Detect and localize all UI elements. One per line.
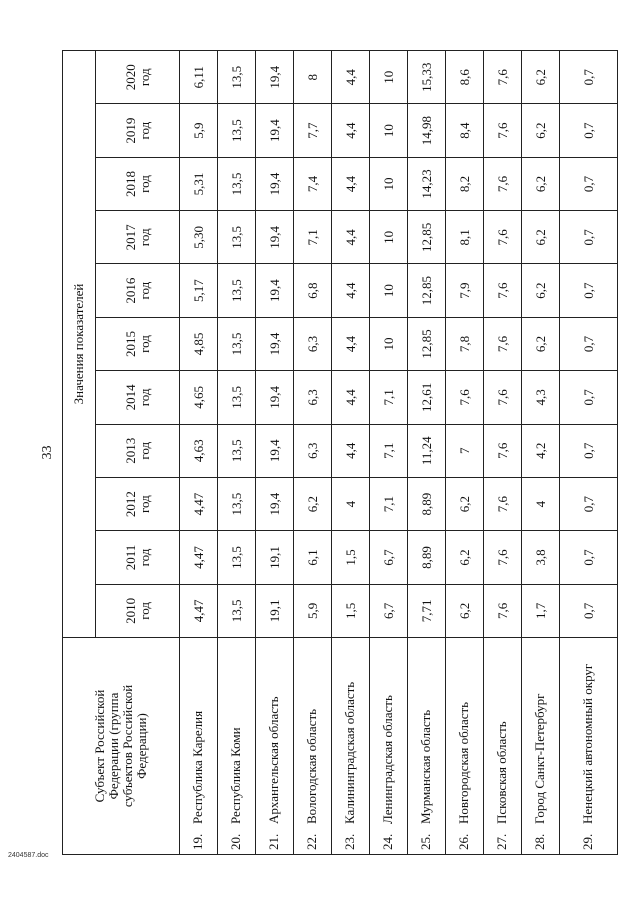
value-cell: 7,6 bbox=[484, 584, 522, 637]
value-cell: 4,63 bbox=[180, 424, 218, 477]
value-cell: 12,85 bbox=[408, 211, 446, 264]
row-number: 21. bbox=[266, 833, 282, 850]
subject-cell bbox=[522, 638, 560, 855]
value-cell: 4,4 bbox=[332, 424, 370, 477]
value-cell: 0,7 bbox=[560, 531, 618, 584]
subject-name: Псковская область bbox=[494, 721, 510, 824]
value-cell: 0,7 bbox=[560, 211, 618, 264]
subject-name: Ленинградская область bbox=[380, 695, 396, 824]
value-cell: 7 bbox=[446, 424, 484, 477]
value-cell: 19,4 bbox=[256, 51, 294, 104]
value-cell: 7,9 bbox=[446, 264, 484, 317]
value-cell: 7,1 bbox=[294, 211, 332, 264]
value-cell: 7,6 bbox=[484, 477, 522, 530]
value-cell: 19,4 bbox=[256, 104, 294, 157]
subject-cell bbox=[446, 638, 484, 855]
value-cell: 4,47 bbox=[180, 477, 218, 530]
year-header: 2012 год bbox=[96, 477, 180, 530]
value-cell: 4,4 bbox=[332, 317, 370, 370]
subject-cell bbox=[408, 638, 446, 855]
table-row bbox=[256, 51, 294, 855]
value-cell: 7,1 bbox=[370, 477, 408, 530]
table-row bbox=[294, 51, 332, 855]
table-row bbox=[522, 51, 560, 855]
value-cell: 6,2 bbox=[522, 317, 560, 370]
value-cell: 19,4 bbox=[256, 211, 294, 264]
value-cell: 4,3 bbox=[522, 371, 560, 424]
value-cell: 7,71 bbox=[408, 584, 446, 637]
value-cell: 0,7 bbox=[560, 104, 618, 157]
value-cell: 13,5 bbox=[218, 317, 256, 370]
table-row bbox=[446, 51, 484, 855]
value-cell: 6,2 bbox=[522, 51, 560, 104]
subject-name: Ненецкий автономный округ bbox=[580, 663, 596, 824]
value-cell: 5,31 bbox=[180, 157, 218, 210]
value-cell: 14,98 bbox=[408, 104, 446, 157]
value-cell: 6,8 bbox=[294, 264, 332, 317]
row-number: 28. bbox=[532, 833, 548, 850]
subject-name: Вологодская область bbox=[304, 708, 320, 824]
value-cell: 13,5 bbox=[218, 477, 256, 530]
value-cell: 6,3 bbox=[294, 371, 332, 424]
value-cell: 8,2 bbox=[446, 157, 484, 210]
value-cell: 7,6 bbox=[484, 531, 522, 584]
value-cell: 1,5 bbox=[332, 584, 370, 637]
value-cell: 6,2 bbox=[446, 531, 484, 584]
value-cell: 12,85 bbox=[408, 264, 446, 317]
value-cell: 8,89 bbox=[408, 477, 446, 530]
row-number: 24. bbox=[380, 833, 396, 850]
value-cell: 0,7 bbox=[560, 424, 618, 477]
value-cell: 7,4 bbox=[294, 157, 332, 210]
value-cell: 6,3 bbox=[294, 424, 332, 477]
value-cell: 6,2 bbox=[446, 477, 484, 530]
value-cell: 4,4 bbox=[332, 157, 370, 210]
value-cell: 15,33 bbox=[408, 51, 446, 104]
value-cell: 7,1 bbox=[370, 424, 408, 477]
table-row bbox=[370, 51, 408, 855]
value-cell: 12,61 bbox=[408, 371, 446, 424]
value-cell: 19,4 bbox=[256, 371, 294, 424]
value-cell: 6,7 bbox=[370, 531, 408, 584]
value-cell: 13,5 bbox=[218, 104, 256, 157]
value-cell: 13,5 bbox=[218, 157, 256, 210]
subject-cell bbox=[370, 638, 408, 855]
table-row bbox=[332, 51, 370, 855]
value-cell: 6,3 bbox=[294, 317, 332, 370]
value-cell: 7,6 bbox=[484, 157, 522, 210]
value-cell: 8 bbox=[294, 51, 332, 104]
row-number: 22. bbox=[304, 833, 320, 850]
subject-name: Калининградская область bbox=[342, 681, 358, 824]
year-header: 2016 год bbox=[96, 264, 180, 317]
value-cell: 7,7 bbox=[294, 104, 332, 157]
year-header: 2010 год bbox=[96, 584, 180, 637]
subject-cell bbox=[560, 638, 618, 855]
value-cell: 10 bbox=[370, 157, 408, 210]
value-cell: 6,1 bbox=[294, 531, 332, 584]
value-cell: 11,24 bbox=[408, 424, 446, 477]
value-cell: 6,2 bbox=[522, 211, 560, 264]
value-cell: 14,23 bbox=[408, 157, 446, 210]
value-cell: 13,5 bbox=[218, 264, 256, 317]
value-cell: 10 bbox=[370, 211, 408, 264]
subject-name: Архангельская область bbox=[266, 696, 282, 824]
value-cell: 12,85 bbox=[408, 317, 446, 370]
value-cell: 7,6 bbox=[484, 371, 522, 424]
value-cell: 7,6 bbox=[484, 264, 522, 317]
value-cell: 4,4 bbox=[332, 211, 370, 264]
value-cell: 8,4 bbox=[446, 104, 484, 157]
subject-cell bbox=[484, 638, 522, 855]
value-cell: 5,9 bbox=[294, 584, 332, 637]
value-cell: 4,2 bbox=[522, 424, 560, 477]
value-cell: 6,11 bbox=[180, 51, 218, 104]
subject-name: Республика Карелия bbox=[190, 710, 206, 824]
row-number: 26. bbox=[456, 833, 472, 850]
indicator-table bbox=[62, 50, 618, 855]
value-cell: 5,17 bbox=[180, 264, 218, 317]
value-cell: 0,7 bbox=[560, 477, 618, 530]
value-cell: 7,6 bbox=[484, 211, 522, 264]
value-cell: 0,7 bbox=[560, 157, 618, 210]
value-cell: 19,4 bbox=[256, 157, 294, 210]
table-row bbox=[408, 51, 446, 855]
subject-cell bbox=[180, 638, 218, 855]
value-cell: 0,7 bbox=[560, 264, 618, 317]
value-cell: 0,7 bbox=[560, 584, 618, 637]
value-cell: 7,6 bbox=[484, 104, 522, 157]
value-cell: 1,5 bbox=[332, 531, 370, 584]
value-cell: 7,6 bbox=[446, 371, 484, 424]
table-row bbox=[484, 51, 522, 855]
value-cell: 7,6 bbox=[484, 317, 522, 370]
value-cell: 5,30 bbox=[180, 211, 218, 264]
row-number: 27. bbox=[494, 833, 510, 850]
value-cell: 8,1 bbox=[446, 211, 484, 264]
value-cell: 19,1 bbox=[256, 584, 294, 637]
subject-cell bbox=[332, 638, 370, 855]
value-cell: 10 bbox=[370, 317, 408, 370]
value-cell: 4,4 bbox=[332, 104, 370, 157]
value-cell: 6,2 bbox=[522, 157, 560, 210]
table-row bbox=[180, 51, 218, 855]
subject-name: Новгородская область bbox=[456, 701, 472, 824]
value-cell: 13,5 bbox=[218, 371, 256, 424]
subject-cell bbox=[218, 638, 256, 855]
value-cell: 4 bbox=[522, 477, 560, 530]
value-cell: 6,2 bbox=[294, 477, 332, 530]
values-group-header: Значения показателей bbox=[63, 51, 96, 638]
value-cell: 6,2 bbox=[522, 104, 560, 157]
value-cell: 8,89 bbox=[408, 531, 446, 584]
value-cell: 4,85 bbox=[180, 317, 218, 370]
value-cell: 4 bbox=[332, 477, 370, 530]
value-cell: 0,7 bbox=[560, 371, 618, 424]
value-cell: 13,5 bbox=[218, 531, 256, 584]
row-number: 25. bbox=[418, 833, 434, 850]
value-cell: 13,5 bbox=[218, 211, 256, 264]
value-cell: 4,65 bbox=[180, 371, 218, 424]
year-header: 2015 год bbox=[96, 317, 180, 370]
year-header: 2019 год bbox=[96, 104, 180, 157]
value-cell: 19,4 bbox=[256, 477, 294, 530]
value-cell: 4,4 bbox=[332, 51, 370, 104]
row-number: 23. bbox=[342, 833, 358, 850]
value-cell: 13,5 bbox=[218, 51, 256, 104]
subject-cell bbox=[294, 638, 332, 855]
value-cell: 6,2 bbox=[522, 264, 560, 317]
value-cell: 5,9 bbox=[180, 104, 218, 157]
year-header: 2013 год bbox=[96, 424, 180, 477]
row-number: 19. bbox=[190, 833, 206, 850]
value-cell: 1,7 bbox=[522, 584, 560, 637]
row-number: 20. bbox=[228, 833, 244, 850]
value-cell: 6,7 bbox=[370, 584, 408, 637]
value-cell: 10 bbox=[370, 264, 408, 317]
value-cell: 10 bbox=[370, 51, 408, 104]
value-cell: 4,4 bbox=[332, 264, 370, 317]
value-cell: 19,4 bbox=[256, 317, 294, 370]
value-cell: 8,6 bbox=[446, 51, 484, 104]
value-cell: 10 bbox=[370, 104, 408, 157]
year-header: 2020 год bbox=[96, 51, 180, 104]
subject-name: Республика Коми bbox=[228, 727, 244, 824]
subject-name: Город Санкт-Петербург bbox=[532, 693, 548, 824]
value-cell: 13,5 bbox=[218, 424, 256, 477]
year-header: 2017 год bbox=[96, 211, 180, 264]
subject-column-header: Субъект Российской Федерации (группа субъектов Российской Федерации) bbox=[63, 638, 180, 855]
value-cell: 0,7 bbox=[560, 51, 618, 104]
subject-cell bbox=[256, 638, 294, 855]
value-cell: 7,1 bbox=[370, 371, 408, 424]
value-cell: 7,6 bbox=[484, 51, 522, 104]
file-mark: 2404587.doc bbox=[8, 852, 49, 859]
page-number: 33 bbox=[40, 445, 55, 460]
table-row bbox=[218, 51, 256, 855]
value-cell: 19,4 bbox=[256, 264, 294, 317]
value-cell: 13,5 bbox=[218, 584, 256, 637]
value-cell: 4,47 bbox=[180, 531, 218, 584]
subject-name: Мурманская область bbox=[418, 709, 434, 824]
value-cell: 3,8 bbox=[522, 531, 560, 584]
row-number: 29. bbox=[580, 833, 596, 850]
value-cell: 6,2 bbox=[446, 584, 484, 637]
value-cell: 19,1 bbox=[256, 531, 294, 584]
value-cell: 4,4 bbox=[332, 371, 370, 424]
value-cell: 19,4 bbox=[256, 424, 294, 477]
year-header: 2011 год bbox=[96, 531, 180, 584]
value-cell: 4,47 bbox=[180, 584, 218, 637]
year-header: 2014 год bbox=[96, 371, 180, 424]
value-cell: 7,8 bbox=[446, 317, 484, 370]
value-cell: 7,6 bbox=[484, 424, 522, 477]
table-row bbox=[560, 51, 618, 855]
value-cell: 0,7 bbox=[560, 317, 618, 370]
year-header: 2018 год bbox=[96, 157, 180, 210]
